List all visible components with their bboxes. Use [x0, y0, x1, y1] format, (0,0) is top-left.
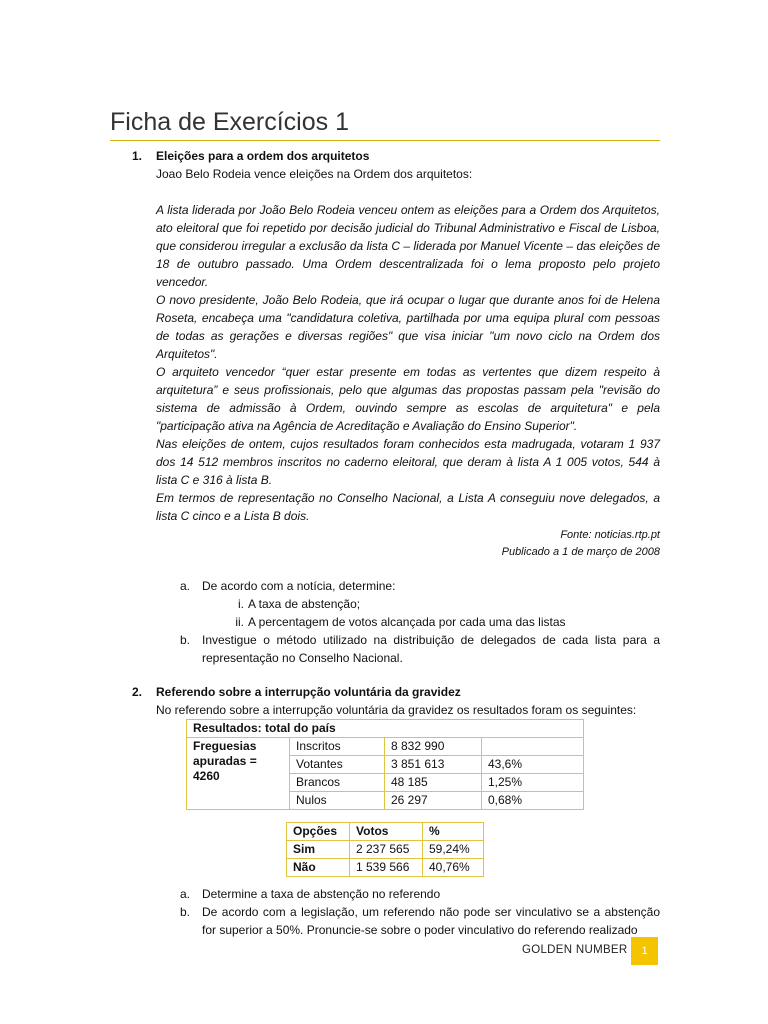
- subquestion-i: [202, 595, 660, 613]
- footer-brand: GOLDEN NUMBER: [522, 944, 628, 956]
- row-percent: 43,6%: [482, 756, 584, 774]
- news-paragraph: Nas eleições de ontem, cujos resultados foram conhecidos esta madrugada, votaram 1 937 dos 14 512 membros inscritos no caderno eleitoral, que deram à lista A 1 005 votos, 544 à lista C e 316 à lista B.: [156, 437, 660, 487]
- question-text: De acordo com a notícia, determine:: [202, 579, 396, 593]
- section-intro: Joao Belo Rodeia vence eleições na Ordem dos arquitetos:: [156, 167, 473, 181]
- question-letter: b.: [180, 905, 191, 919]
- parishes-label: Freguesias apuradas = 4260: [187, 738, 290, 810]
- section-title: Referendo sobre a interrupção voluntária da gravidez: [156, 685, 461, 699]
- news-date: Publicado a 1 de março de 2008: [501, 546, 660, 558]
- options-header: %: [423, 823, 484, 841]
- options-header: Opções: [287, 823, 350, 841]
- section-2: [110, 683, 660, 939]
- row-value: 26 297: [385, 792, 482, 810]
- question-list: [156, 885, 660, 939]
- subquestion-text: A taxa de abstenção;: [248, 597, 361, 611]
- row-percent: 0,68%: [482, 792, 584, 810]
- row-percent: [482, 738, 584, 756]
- news-paragraph: Em termos de representação no Conselho Nacional, a Lista A conseguiu nove delegados, a lista C cinco e a Lista B dois.: [156, 491, 660, 523]
- row-percent: 1,25%: [482, 774, 584, 792]
- row-label: Inscritos: [290, 738, 385, 756]
- question-text: De acordo com a legislação, um referendo não pode ser vinculativo se a abstenção for superior a 50%. Pronuncie-se sobre o poder vinculativo do referendo realizado: [202, 905, 660, 937]
- question-a: [180, 577, 660, 595]
- option-votes: 2 237 565: [350, 841, 423, 859]
- subquestion-numeral: ii.: [235, 615, 244, 629]
- options-header: Votos: [350, 823, 423, 841]
- question-list: [156, 577, 660, 667]
- option-name: Não: [287, 859, 350, 877]
- results-table: [186, 719, 584, 810]
- news-paragraph: O arquiteto vencedor “quer estar presente em todas as vertentes que dizem respeito à arquitetura” e seus profissionais, pelo que algumas das propostas passam pela "revisão do sistema de admissão à Ordem, ouvindo sempre as escolas de arquitetura" e pela "participação ativa na Agência de Acreditação e Avaliação do Ensino Superior".: [156, 365, 660, 433]
- news-paragraph: A lista liderada por João Belo Rodeia venceu ontem as eleições para a Ordem dos Arquitetos, ato eleitoral que foi repetido por decisão judicial do Tribunal Administrativo e Fiscal de Lisboa, que considerou irregular a exclusão da lista C – liderada por Manuel Vicente – das eleições de 18 de outubro passado. Uma Ordem descentralizada foi o lema proposto pelo projeto vencedor.: [156, 203, 660, 289]
- options-table: [286, 822, 484, 877]
- row-label: Votantes: [290, 756, 385, 774]
- row-value: 3 851 613: [385, 756, 482, 774]
- section-title: Eleições para a ordem dos arquitetos: [156, 149, 370, 163]
- title-divider: [110, 140, 660, 141]
- question-b: [180, 903, 660, 939]
- question-b: [180, 631, 660, 667]
- page-title: Ficha de Exercícios 1: [110, 108, 349, 136]
- news-paragraph: O novo presidente, João Belo Rodeia, que irá ocupar o lugar que durante anos foi de Helena Roseta, encabeça uma "candidatura coletiva, partilhada por uma equipa plural com pessoas de todas as gerações e diversas regiões" que visa iniciar "um novo ciclo na Ordem dos Arquitetos".: [156, 293, 660, 361]
- document-body: [110, 147, 660, 939]
- option-votes: 1 539 566: [350, 859, 423, 877]
- option-percent: 59,24%: [423, 841, 484, 859]
- subquestion-numeral: i.: [238, 597, 244, 611]
- results-table-header: Resultados: total do país: [187, 720, 584, 738]
- question-text: Investigue o método utilizado na distribuição de delegados de cada lista para a representação no Conselho Nacional.: [202, 633, 660, 665]
- row-value: 48 185: [385, 774, 482, 792]
- question-letter: b.: [180, 633, 191, 647]
- subquestion-text: A percentagem de votos alcançada por cada uma das listas: [248, 615, 566, 629]
- row-label: Brancos: [290, 774, 385, 792]
- question-letter: a.: [180, 887, 191, 901]
- question-text: Determine a taxa de abstenção no referendo: [202, 887, 441, 901]
- row-label: Nulos: [290, 792, 385, 810]
- section-1: [110, 147, 660, 667]
- option-percent: 40,76%: [423, 859, 484, 877]
- section-number: 2.: [132, 685, 143, 699]
- subquestion-ii: [202, 613, 660, 631]
- news-source: Fonte: noticias.rtp.pt: [560, 529, 660, 541]
- row-value: 8 832 990: [385, 738, 482, 756]
- question-a: [180, 885, 660, 903]
- page-number: 1: [631, 937, 658, 965]
- question-letter: a.: [180, 579, 191, 593]
- section-intro: No referendo sobre a interrupção voluntária da gravidez os resultados foram os seguintes:: [156, 703, 637, 717]
- option-name: Sim: [287, 841, 350, 859]
- section-number: 1.: [132, 149, 143, 163]
